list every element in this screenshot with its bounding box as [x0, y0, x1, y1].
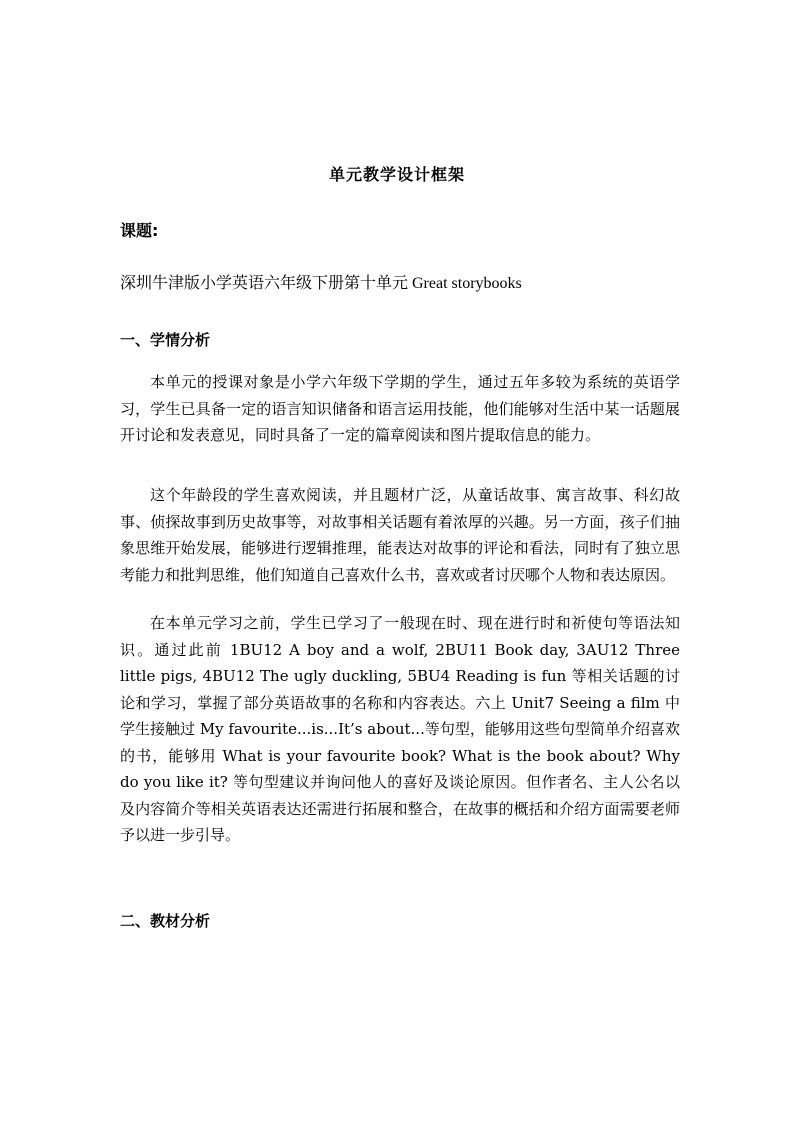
section-heading-textbook-analysis: 二、教材分析: [120, 912, 211, 930]
section-heading-learning-analysis: 一、学情分析: [120, 331, 211, 349]
subject-label: 课题:: [120, 221, 159, 240]
document-title: 单元教学设计框架: [328, 165, 465, 184]
paragraph-2: 这个年龄段的学生喜欢阅读，并且题材广泛，从童话故事、寓言故事、科幻故事、侦探故事到历史故事等，对故事相关话题有着浓厚的兴趣。另一方面，孩子们抽象思维开始发展，能够进行逻辑推理，能表达对故事的评论和看法，同时有了独立思考能力和批判思维，他们知道自己喜欢什么书，喜欢或者讨厌哪个人物和表达原因。: [120, 486, 680, 584]
subject-text: 深圳牛津版小学英语六年级下册第十单元 Great storybooks: [120, 275, 522, 292]
paragraph-3: 在本单元学习之前，学生已学习了一般现在时、现在进行时和祈使句等语法知识。通过此前 1BU12 A boy and a wolf, 2BU11 Book day, 3AU12 Three little pigs, 4BU12 The ugly duckling, 5BU4 Reading is fun 等相关话题的讨论和学习，掌握了部分英语故事的名称和内容表达。六上 Unit7 Seeing a film 中学生接触过 My favourite...is...It’s about...等句型，能够用这些句型简单介绍喜欢的书，能够用 What is your favourite book? What is the book about? Why do you like it? 等句型建议并询问他人的喜好及谈论原因。但作者名、主人公名以及内容简介等相关英语表达还需进行拓展和整合，在故事的概括和介绍方面需要老师予以进一步引导。: [120, 614, 680, 844]
paragraph-1: 本单元的授课对象是小学六年级下学期的学生，通过五年多较为系统的英语学习，学生已具备一定的语言知识储备和语言运用技能，他们能够对生活中某一话题展开讨论和发表意见，同时具备了一定的篇章阅读和图片提取信息的能力。: [120, 373, 680, 444]
